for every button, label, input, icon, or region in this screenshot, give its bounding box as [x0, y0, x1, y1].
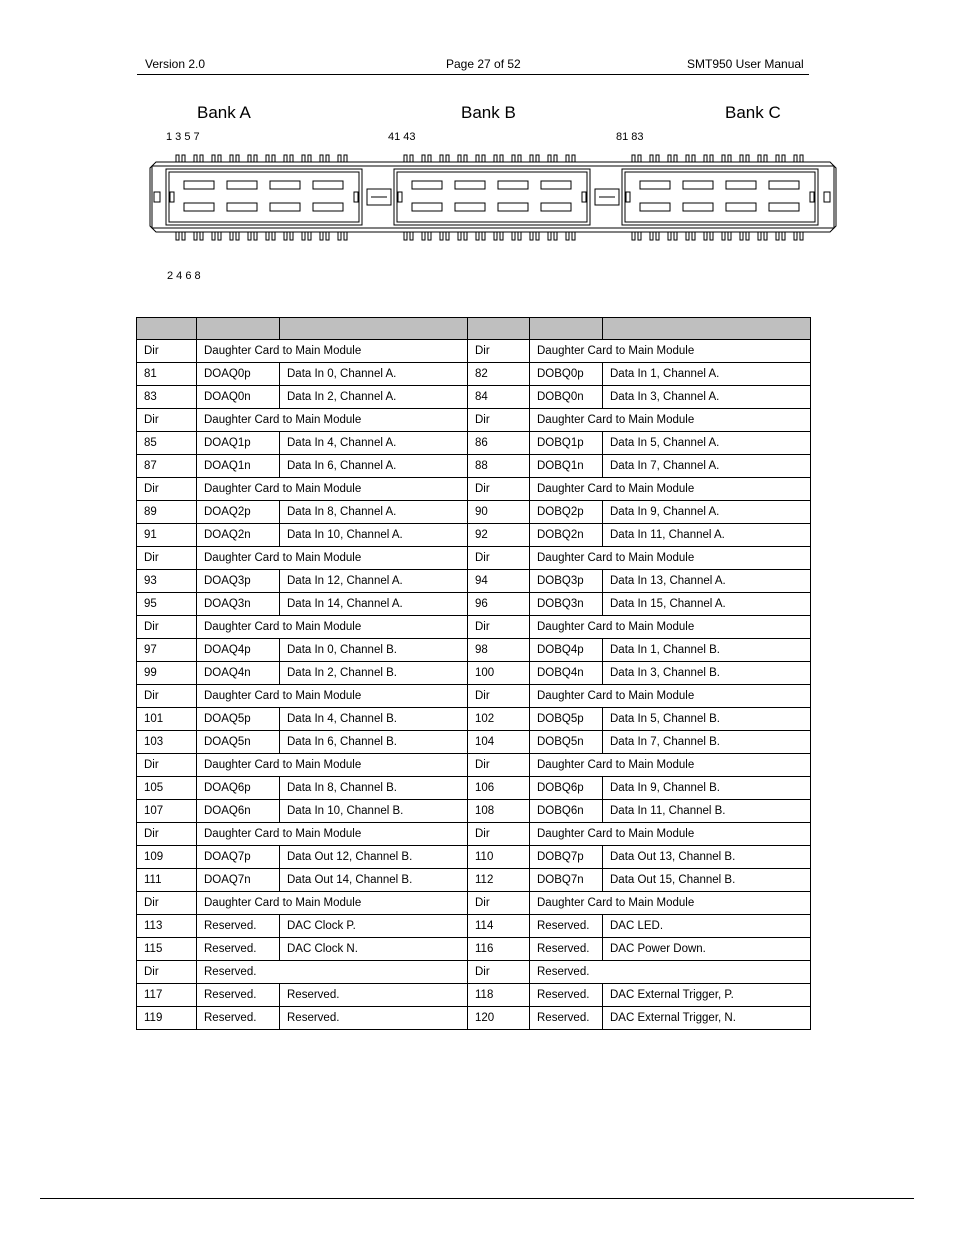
table-cell: 111 [137, 869, 197, 892]
table-cell: Dir [468, 547, 530, 570]
table-cell: Dir [468, 478, 530, 501]
table-cell: Reserved. [280, 984, 468, 1007]
direction-row [137, 961, 811, 984]
table-cell: DOBQ1p [530, 432, 603, 455]
table-cell: Dir [468, 409, 530, 432]
table-cell: 103 [137, 731, 197, 754]
table-cell: DAC External Trigger, P. [603, 984, 811, 1007]
table-cell: Data In 9, Channel B. [603, 777, 811, 800]
table-row [137, 386, 811, 409]
table-cell: Data In 11, Channel A. [603, 524, 811, 547]
table-cell: DOBQ2n [530, 524, 603, 547]
table-cell: DOAQ1n [197, 455, 280, 478]
table-cell: Reserved. [197, 961, 468, 984]
table-row [137, 800, 811, 823]
direction-row [137, 340, 811, 363]
table-header-cell [468, 318, 530, 340]
table-cell: Reserved. [280, 1007, 468, 1030]
table-cell: DOBQ6n [530, 800, 603, 823]
table-row [137, 662, 811, 685]
table-cell: DOAQ3p [197, 570, 280, 593]
table-cell: Dir [137, 961, 197, 984]
direction-row [137, 616, 811, 639]
table-cell: Reserved. [530, 1007, 603, 1030]
table-cell: Daughter Card to Main Module [530, 616, 811, 639]
table-cell: Dir [137, 409, 197, 432]
table-cell: Daughter Card to Main Module [197, 616, 468, 639]
direction-row [137, 754, 811, 777]
table-cell: Reserved. [197, 984, 280, 1007]
table-cell: Data In 8, Channel B. [280, 777, 468, 800]
table-cell: DOAQ4p [197, 639, 280, 662]
table-cell: Daughter Card to Main Module [530, 547, 811, 570]
table-cell: 85 [137, 432, 197, 455]
pin-numbers-top-b: 41 43 [388, 131, 416, 143]
table-cell: DOAQ1p [197, 432, 280, 455]
table-cell: 101 [137, 708, 197, 731]
table-cell: 109 [137, 846, 197, 869]
table-cell: Daughter Card to Main Module [197, 547, 468, 570]
table-cell: DAC Power Down. [603, 938, 811, 961]
table-cell: 83 [137, 386, 197, 409]
table-cell: 104 [468, 731, 530, 754]
table-cell: 107 [137, 800, 197, 823]
bank-b-label: Bank B [461, 103, 516, 122]
table-row [137, 984, 811, 1007]
table-cell: Dir [137, 340, 197, 363]
table-cell: Reserved. [530, 938, 603, 961]
table-cell: Dir [468, 616, 530, 639]
table-cell: DAC External Trigger, N. [603, 1007, 811, 1030]
table-cell: Data In 10, Channel A. [280, 524, 468, 547]
table-cell: Data In 4, Channel B. [280, 708, 468, 731]
table-cell: Daughter Card to Main Module [197, 685, 468, 708]
table-row [137, 455, 811, 478]
table-cell: Data In 14, Channel A. [280, 593, 468, 616]
table-cell: Reserved. [197, 938, 280, 961]
table-cell: Data In 7, Channel B. [603, 731, 811, 754]
table-cell: DOBQ6p [530, 777, 603, 800]
connector-diagram [148, 152, 838, 244]
table-cell: 110 [468, 846, 530, 869]
table-cell: 95 [137, 593, 197, 616]
pin-numbers-top-c: 81 83 [616, 131, 644, 143]
table-cell: DOBQ7p [530, 846, 603, 869]
table-cell: Data In 3, Channel B. [603, 662, 811, 685]
table-cell: Daughter Card to Main Module [197, 340, 468, 363]
table-header-cell [603, 318, 811, 340]
table-cell: Daughter Card to Main Module [197, 409, 468, 432]
table-cell: 92 [468, 524, 530, 547]
pin-numbers-bottom-a: 2 4 6 8 [167, 270, 201, 282]
table-cell: DOBQ5n [530, 731, 603, 754]
table-cell: Data In 5, Channel A. [603, 432, 811, 455]
table-cell: DOAQ6n [197, 800, 280, 823]
table-cell: DOBQ7n [530, 869, 603, 892]
table-cell: 97 [137, 639, 197, 662]
table-cell: DAC Clock P. [280, 915, 468, 938]
direction-row [137, 547, 811, 570]
table-cell: Reserved. [530, 984, 603, 1007]
table-cell: Data In 0, Channel A. [280, 363, 468, 386]
table-cell: Data In 11, Channel B. [603, 800, 811, 823]
table-cell: DOAQ3n [197, 593, 280, 616]
table-row [137, 915, 811, 938]
table-cell: Daughter Card to Main Module [530, 754, 811, 777]
table-cell: DOBQ3p [530, 570, 603, 593]
table-cell: Dir [468, 754, 530, 777]
table-cell: Daughter Card to Main Module [197, 892, 468, 915]
table-header-cell [137, 318, 197, 340]
table-cell: 87 [137, 455, 197, 478]
table-row [137, 731, 811, 754]
direction-row [137, 892, 811, 915]
table-cell: Data In 12, Channel A. [280, 570, 468, 593]
table-cell: Data In 1, Channel B. [603, 639, 811, 662]
header-doc-title: SMT950 User Manual [687, 57, 804, 71]
table-cell: 86 [468, 432, 530, 455]
table-cell: 113 [137, 915, 197, 938]
table-cell: DOAQ7p [197, 846, 280, 869]
table-row [137, 501, 811, 524]
table-cell: Dir [137, 547, 197, 570]
table-cell: Data In 7, Channel A. [603, 455, 811, 478]
header-version: Version 2.0 [145, 57, 206, 71]
table-cell: 89 [137, 501, 197, 524]
direction-row [137, 685, 811, 708]
table-cell: 106 [468, 777, 530, 800]
table-cell: 99 [137, 662, 197, 685]
table-cell: Dir [137, 685, 197, 708]
table-cell: Data In 15, Channel A. [603, 593, 811, 616]
table-cell: Reserved. [530, 915, 603, 938]
table-cell: Dir [137, 892, 197, 915]
bank-a-label: Bank A [197, 103, 251, 122]
table-cell: DOAQ4n [197, 662, 280, 685]
table-cell: Daughter Card to Main Module [530, 892, 811, 915]
table-cell: Data In 4, Channel A. [280, 432, 468, 455]
table-cell: DOAQ0p [197, 363, 280, 386]
table-cell: 105 [137, 777, 197, 800]
table-cell: 88 [468, 455, 530, 478]
table-cell: Data In 10, Channel B. [280, 800, 468, 823]
table-cell: 90 [468, 501, 530, 524]
table-cell: Dir [137, 478, 197, 501]
table-cell: DOAQ5n [197, 731, 280, 754]
table-cell: Daughter Card to Main Module [530, 409, 811, 432]
table-cell: Data In 13, Channel A. [603, 570, 811, 593]
table-cell: 112 [468, 869, 530, 892]
table-cell: 84 [468, 386, 530, 409]
table-cell: DOAQ7n [197, 869, 280, 892]
table-row [137, 708, 811, 731]
table-cell: 82 [468, 363, 530, 386]
header-page-number: Page 27 of 52 [446, 57, 521, 71]
table-cell: Dir [137, 616, 197, 639]
table-cell: Data In 2, Channel B. [280, 662, 468, 685]
table-cell: Data Out 13, Channel B. [603, 846, 811, 869]
table-cell: Daughter Card to Main Module [530, 478, 811, 501]
table-cell: DOAQ2p [197, 501, 280, 524]
table-row [137, 869, 811, 892]
table-cell: Dir [468, 340, 530, 363]
table-cell: DOBQ0n [530, 386, 603, 409]
table-header-cell [280, 318, 468, 340]
table-cell: DOBQ4n [530, 662, 603, 685]
table-cell: Data In 5, Channel B. [603, 708, 811, 731]
table-row [137, 938, 811, 961]
table-cell: 117 [137, 984, 197, 1007]
table-cell: DOAQ5p [197, 708, 280, 731]
table-cell: 91 [137, 524, 197, 547]
table-cell: DOBQ5p [530, 708, 603, 731]
table-cell: DOBQ4p [530, 639, 603, 662]
table-row [137, 846, 811, 869]
table-cell: Dir [137, 823, 197, 846]
table-row [137, 639, 811, 662]
table-cell: DOAQ0n [197, 386, 280, 409]
table-row [137, 1007, 811, 1030]
table-cell: Daughter Card to Main Module [530, 823, 811, 846]
table-cell: Daughter Card to Main Module [530, 340, 811, 363]
table-row [137, 570, 811, 593]
table-cell: 120 [468, 1007, 530, 1030]
table-cell: 108 [468, 800, 530, 823]
table-cell: DAC LED. [603, 915, 811, 938]
table-cell: Daughter Card to Main Module [197, 823, 468, 846]
table-cell: 102 [468, 708, 530, 731]
table-cell: DOBQ3n [530, 593, 603, 616]
table-row [137, 524, 811, 547]
table-cell: 115 [137, 938, 197, 961]
table-cell: Data In 6, Channel A. [280, 455, 468, 478]
header-rule [137, 74, 809, 75]
table-cell: 114 [468, 915, 530, 938]
table-cell: DOBQ0p [530, 363, 603, 386]
table-cell: 100 [468, 662, 530, 685]
table-cell: DOBQ1n [530, 455, 603, 478]
footer-rule [40, 1198, 914, 1199]
table-cell: Daughter Card to Main Module [197, 478, 468, 501]
pin-numbers-top-a: 1 3 5 7 [166, 131, 200, 143]
table-cell: 119 [137, 1007, 197, 1030]
table-cell: 81 [137, 363, 197, 386]
table-cell: Dir [468, 685, 530, 708]
table-row [137, 363, 811, 386]
table-cell: DOAQ2n [197, 524, 280, 547]
table-header-row [137, 318, 811, 340]
table-cell: Data In 8, Channel A. [280, 501, 468, 524]
table-cell: Dir [468, 823, 530, 846]
table-cell: Dir [468, 961, 530, 984]
bank-c-label: Bank C [725, 103, 781, 122]
direction-row [137, 823, 811, 846]
table-cell: Data In 1, Channel A. [603, 363, 811, 386]
direction-row [137, 409, 811, 432]
table-header-cell [530, 318, 603, 340]
table-cell: 96 [468, 593, 530, 616]
table-cell: Reserved. [197, 1007, 280, 1030]
pinout-table [136, 317, 811, 1030]
table-cell: DOAQ6p [197, 777, 280, 800]
table-cell: Data Out 14, Channel B. [280, 869, 468, 892]
table-row [137, 777, 811, 800]
table-cell: Data In 0, Channel B. [280, 639, 468, 662]
table-cell: Data In 2, Channel A. [280, 386, 468, 409]
table-cell: Data In 9, Channel A. [603, 501, 811, 524]
table-cell: Data Out 15, Channel B. [603, 869, 811, 892]
table-cell: Daughter Card to Main Module [530, 685, 811, 708]
table-header-cell [197, 318, 280, 340]
table-cell: 98 [468, 639, 530, 662]
table-cell: Reserved. [197, 915, 280, 938]
table-row [137, 432, 811, 455]
table-row [137, 593, 811, 616]
table-cell: Dir [137, 754, 197, 777]
table-cell: 118 [468, 984, 530, 1007]
table-cell: Data In 6, Channel B. [280, 731, 468, 754]
direction-row [137, 478, 811, 501]
table-cell: Data In 3, Channel A. [603, 386, 811, 409]
table-cell: Reserved. [530, 961, 811, 984]
table-cell: 94 [468, 570, 530, 593]
table-cell: DAC Clock N. [280, 938, 468, 961]
table-cell: 116 [468, 938, 530, 961]
table-cell: Daughter Card to Main Module [197, 754, 468, 777]
table-cell: Dir [468, 892, 530, 915]
table-cell: Data Out 12, Channel B. [280, 846, 468, 869]
table-cell: DOBQ2p [530, 501, 603, 524]
table-cell: 93 [137, 570, 197, 593]
